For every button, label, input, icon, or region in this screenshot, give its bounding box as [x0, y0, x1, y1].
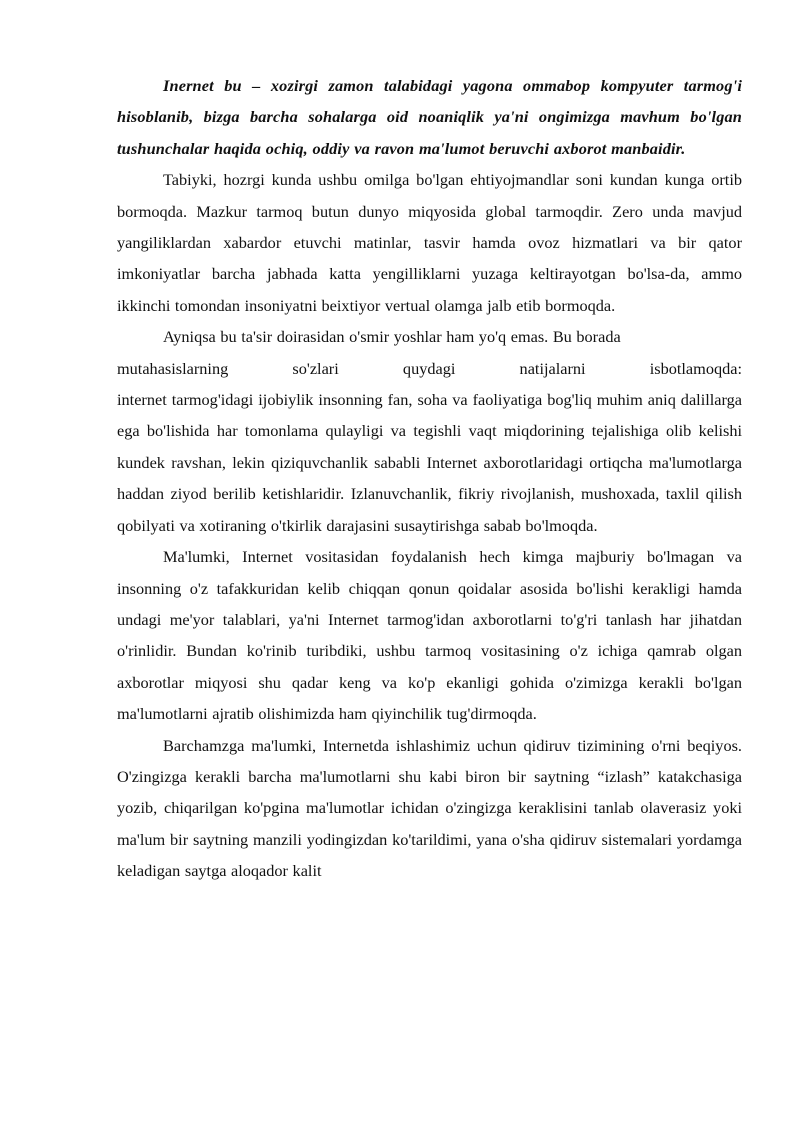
paragraph-3: Ma'lumki, Internet vositasidan foydalanish hech kimga majburiy bo'lmagan va insonning o'z tafakkuridan kelib chiqqan qonun qoidalar asosida bo'lishi kerakligi hamda undagi me'yor talablari, ya'ni Internet tarmog'idan axborotlarni to'g'ri tanlash har jihatdan o'rinlidir. Bundan ko'rinib turibdiki, ushbu tarmoq vositasining o'z ichiga qamrab olgan axborotlar miqyosi shu qadar keng va ko'p ekanligi gohida o'zimizga kerakli bo'lgan ma'lumotlarni ajratib olishimizda ham qiyinchilik tug'dirmoqda.	[117, 547, 742, 724]
paragraph-2-line-1: Ayniqsa bu ta'sir doirasidan o'smir yoshlar ham yo'q emas. Bu borada	[163, 327, 621, 347]
paragraph-2-line-2: mutahasislarning so'zlari quydagi natijalarni isbotlamoqda:	[117, 358, 742, 378]
paragraph-1: Tabiyki, hozrgi kunda ushbu omilga bo'lgan ehtiyojmandlar soni kundan kunga ortib bormoqda. Mazkur tarmoq butun dunyo miqyosida global tarmoqdir. Zero unda mavjud yangiliklardan xabardor etuvchi matinlar, tasvir hamda ovoz hizmatlari va bir qator imkoniyatlar barcha jabhada katta yengilliklarni yuzaga keltirayotgan bo'lsa-da, ammo ikkinchi tomondan insoniyatni beixtiyor vertual olamga jalb etib bormoqda.	[117, 170, 742, 315]
paragraph-4: Barchamzga ma'lumki, Internetda ishlashimiz uchun qidiruv tizimining o'rni beqiyos. O'zingizga kerakli barcha ma'lumotlarni shu kabi biron bir saytning “izlash” katakchasiga yozib, chiqarilgan ko'pgina ma'lumotlar ichidan o'zingizga keraklisini tanlab olaverasiz yoki ma'lum bir saytning manzili yodingizdan ko'tarildimi, yana o'sha qidiruv sistemalari yordamga keladigan saytga aloqador kalit	[117, 735, 742, 881]
paragraph-2-rest: internet tarmog'idagi ijobiylik insonning fan, soha va faoliyatiga bog'liq muhim aniq dalillarga ega bo'lishida har tomonlama qulayligi va tegishli vaqt miqdorining tejalishiga olib kelishi kundek ravshan, lekin qiziquvchanlik sababli Internet axborotlaridagi ortiqcha ma'lumotlarga haddan ziyod berilib ketishlaridir. Izlanuvchanlik, fikriy rivojlanish, mushoxada, taxlil qilish qobilyati va xotiraning o'tkirlik darajasini susaytirishga sabab bo'lmoqda.	[117, 390, 742, 535]
intro-paragraph: Inernet bu – xozirgi zamon talabidagi yagona ommabop kompyuter tarmog'i hisoblanib, bizga barcha sohalarga oid noaniqlik ya'ni ongimizga mavhum bo'lgan tushunchalar haqida ochiq, oddiy va ravon ma'lumot beruvchi axborot manbaidir.	[117, 76, 742, 158]
